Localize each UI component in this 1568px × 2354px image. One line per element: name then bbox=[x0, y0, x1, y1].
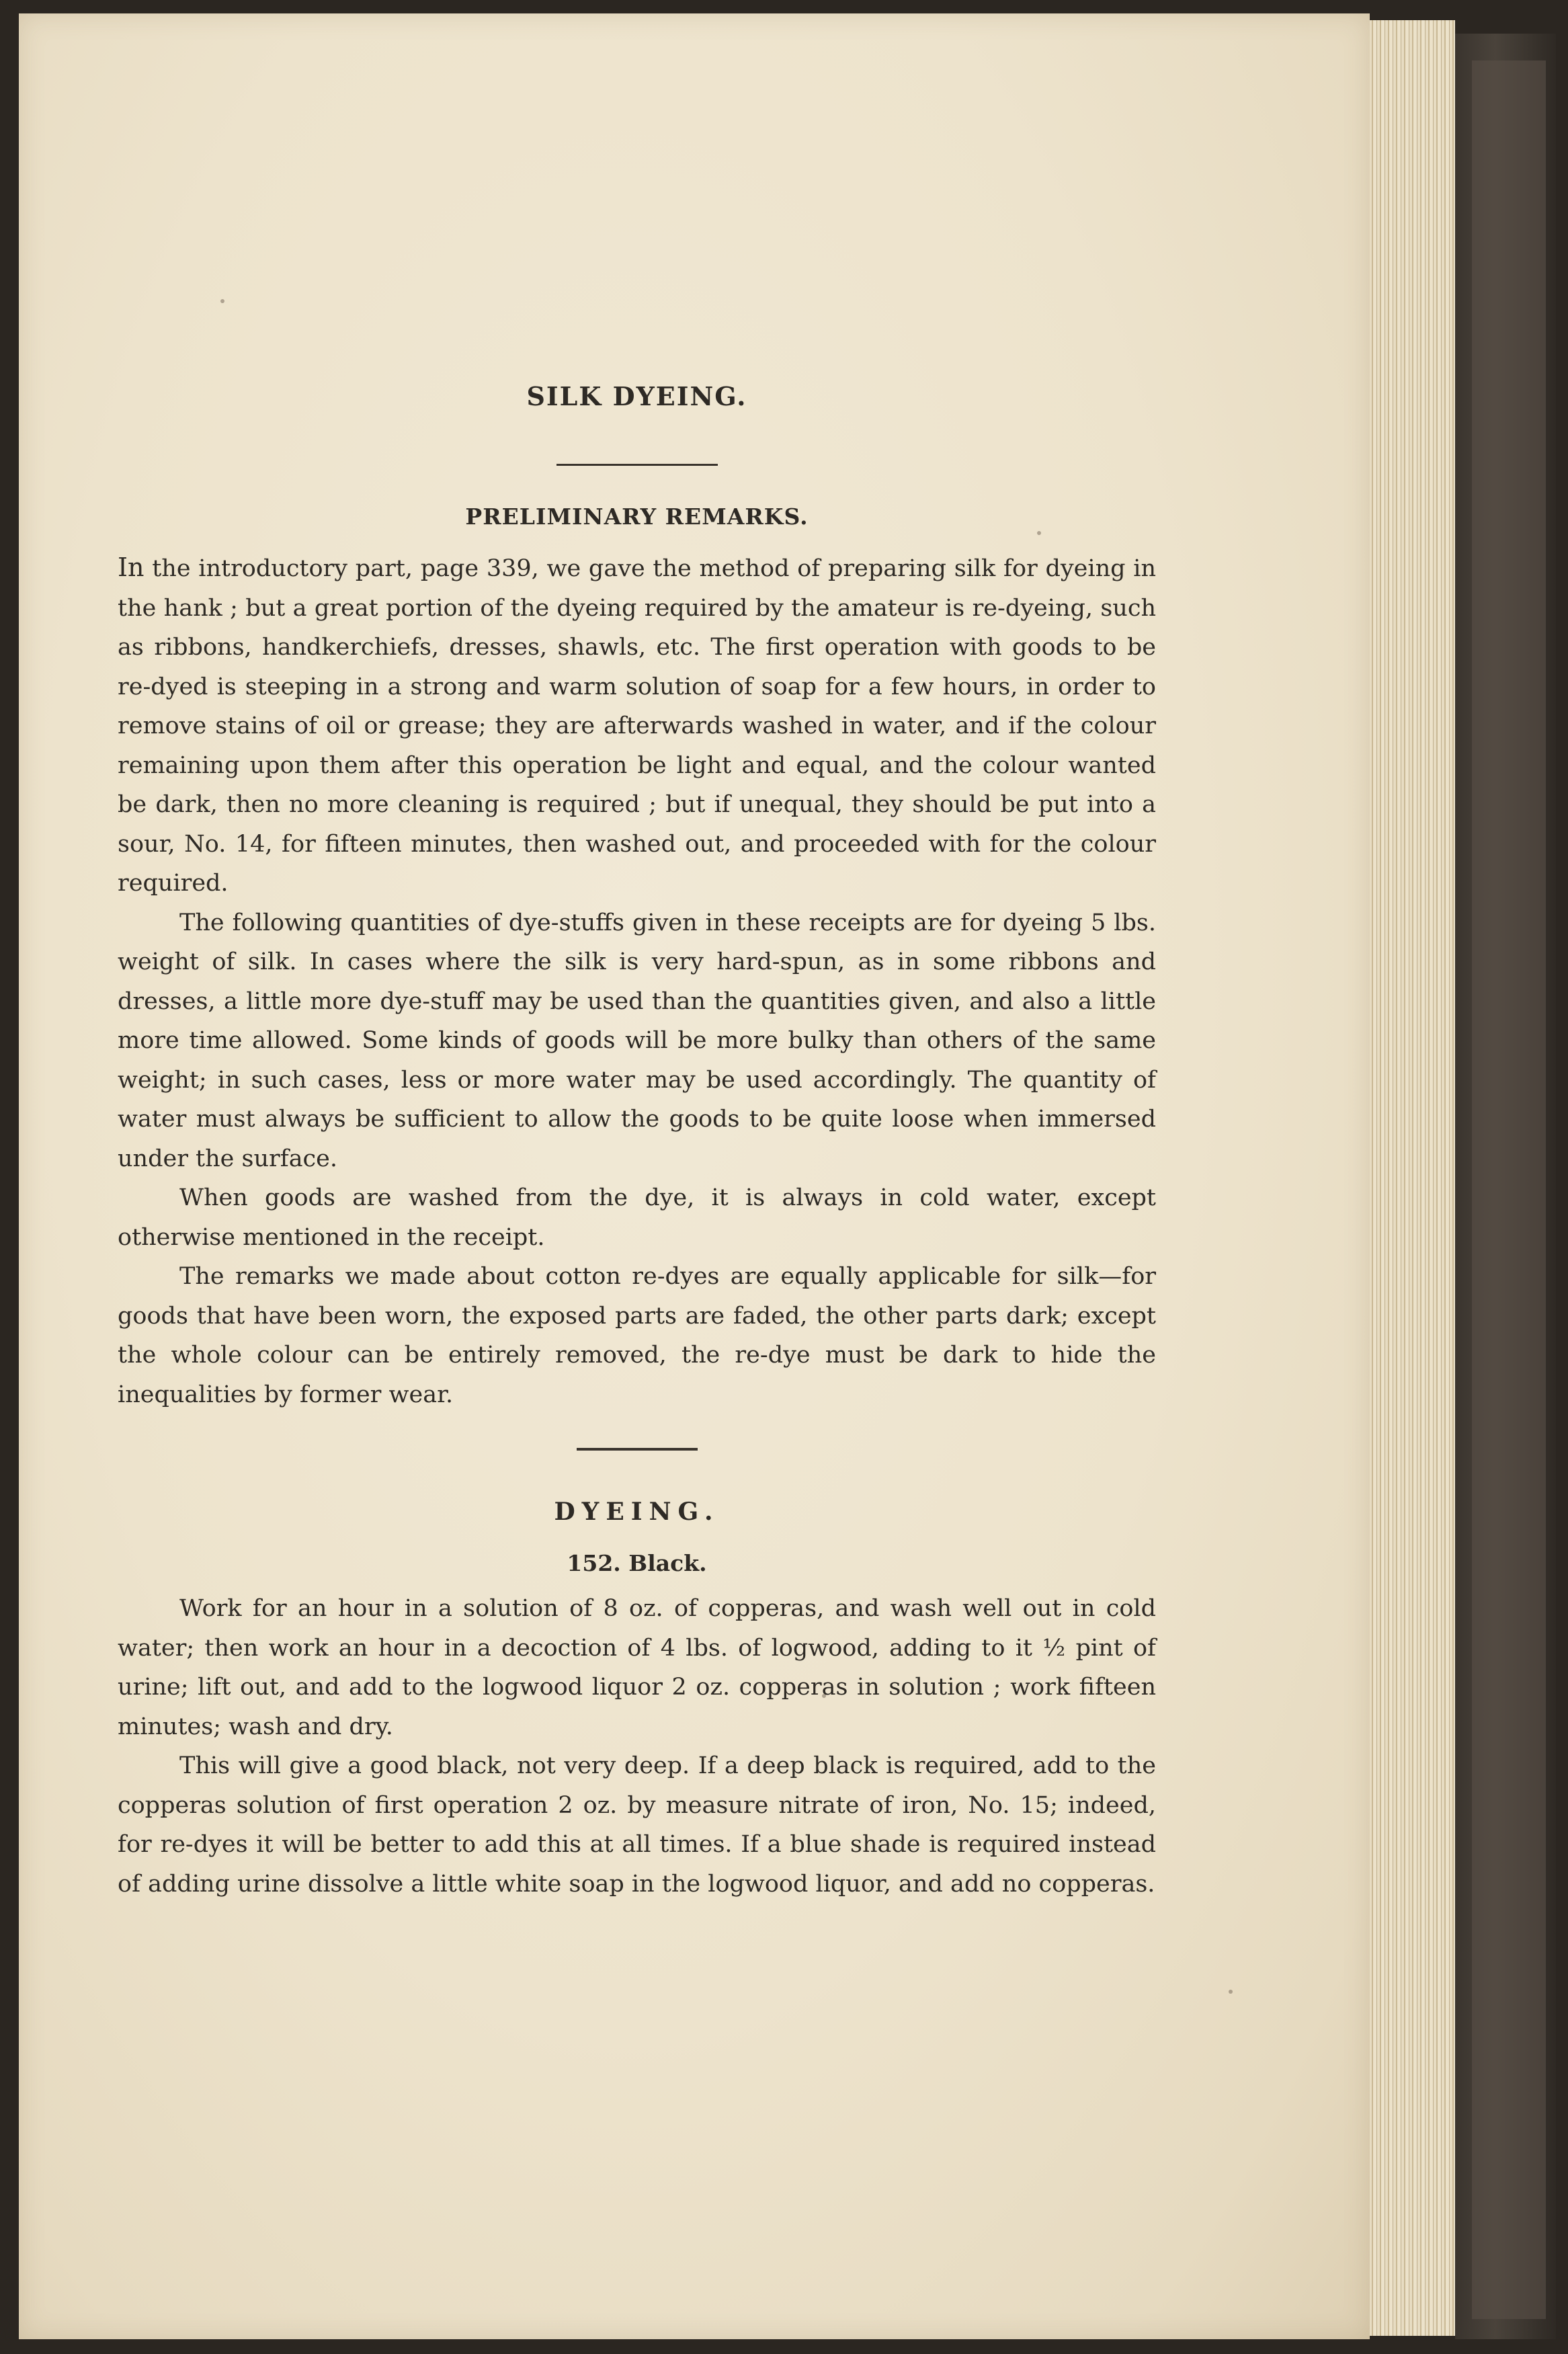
page-title: SILK DYEING. bbox=[526, 381, 747, 411]
title-rule bbox=[556, 464, 718, 466]
dyeing-paragraph-2: This will give a good black, not very deep. If a deep black is required, add to the copperas solution of first operation 2 oz. by measure nitrate of iron, No. 15; indeed, for re-dyes it will be better to add this at all times. If a blue shade is required instead of adding urine dissolve a little white soap in the logwood liquor, and add no copperas. bbox=[118, 1752, 1156, 1898]
entry-number: 152. bbox=[567, 1550, 621, 1576]
section-rule bbox=[577, 1448, 698, 1451]
preliminary-paragraph-4: The remarks we made about cotton re-dyes are equally applicable for silk—for goods that have been worn, the exposed parts are faded, the other parts dark; except the whole colour can be entirely removed, the re-dye must be dark to hide the inequalities by former wear. bbox=[118, 1263, 1156, 1408]
paper-speck bbox=[1229, 1990, 1233, 1994]
preliminary-paragraph-2: The following quantities of dye-stuffs given in these receipts are for dyeing 5 lbs. weight of silk. In cases where the silk is very hard-spun, as in some ribbons and dresses, a little more dye-stuff may be used than the quantities given, and also a little more time allowed. Some kinds of goods will be more bulky than others of the same weight; in such cases, less or more water may be used accordingly. The quantity of water must always be sufficient to allow the goods to be quite loose when immersed under the surface. bbox=[118, 909, 1156, 1172]
drop-word: In bbox=[118, 553, 145, 582]
cover-board bbox=[1472, 60, 1546, 2319]
entry-heading bbox=[118, 1546, 1156, 1581]
section-subtitle: PRELIMINARY REMARKS. bbox=[465, 503, 809, 530]
dyeing-paragraph-1: Work for an hour in a solution of 8 oz. of copperas, and wash well out in cold water; then work an hour in a decoction of 4 lbs. of logwood, adding to it ½ pint of urine; lift out, and add to the logwood liquor 2 oz. copperas in solution ; work fifteen minutes; wash and dry. bbox=[118, 1595, 1156, 1740]
preliminary-paragraph-3: When goods are washed from the dye, it is always in cold water, except otherwise mentioned in the receipt. bbox=[118, 1184, 1156, 1251]
entry-title: Black. bbox=[628, 1550, 707, 1576]
page-edges bbox=[1361, 20, 1455, 2336]
page-text bbox=[118, 376, 1156, 1904]
dyeing-heading: DYEING. bbox=[554, 1498, 720, 1526]
paper-speck bbox=[220, 299, 224, 303]
paragraph-text: the introductory part, page 339, we gave the method of preparing silk for dyeing in the hank ; but a great portion of the dyeing required by the amateur is re-dyeing, such as ribbons, handkerchiefs, dresses, shawls, etc. The first operation with goods to be re-dyed is steeping in a strong and warm solution of soap for a few hours, in order to remove stains of oil or grease; they are afterwards washed in water, and if the colour remaining upon them after this operation be light and equal, and the colour wanted be dark, then no more cleaning is required ; but if unequal, they should be put into a sour, No. 14, for fifteen minutes, then washed out, and proceeded with for the colour required. bbox=[118, 555, 1156, 897]
preliminary-paragraph-1 bbox=[118, 548, 1156, 903]
